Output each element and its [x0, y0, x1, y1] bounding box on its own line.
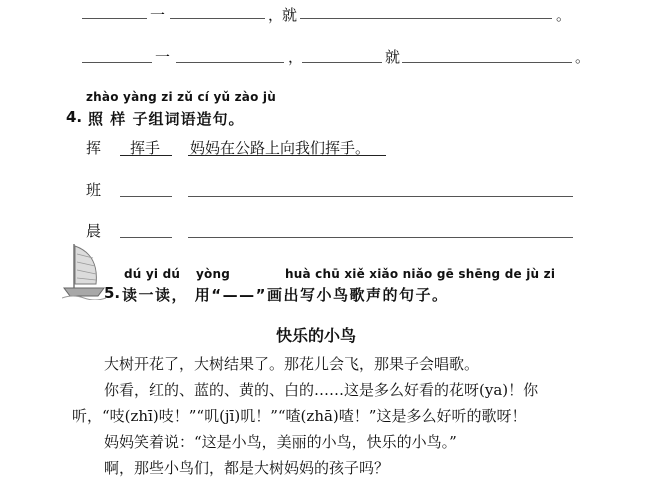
word-blank[interactable] [120, 237, 172, 238]
connector-text: 一 [150, 6, 166, 24]
sentence-blank[interactable] [188, 237, 573, 238]
exercise4-pinyin: zhào yàng zi zǔ cí yǔ zào jù [86, 90, 276, 104]
example-word-underline [120, 155, 172, 156]
char-ban: 班 [86, 181, 102, 199]
char-chen: 晨 [86, 222, 102, 240]
passage-line: 大树开花了，大树结果了。那花儿会飞，那果子会唱歌。 [104, 355, 480, 373]
exercise4-heading: 照 样 子组词语造句。 [88, 110, 245, 128]
exercise4-number: 4. [66, 108, 83, 126]
exercise5-pinyin-3: huà chū xiě xiǎo niǎo gē shēng de jù zi [285, 267, 556, 281]
connector-text: 一 [155, 48, 171, 66]
example-word: 挥手 [130, 139, 161, 157]
blank[interactable] [176, 62, 284, 63]
exercise5-number: 5. [104, 284, 121, 302]
word-text: 就 [282, 6, 298, 24]
example-sentence-underline [188, 155, 386, 156]
exercise5-pinyin-2: yòng [196, 267, 230, 281]
sentence-blank[interactable] [188, 196, 573, 197]
example-char: 挥 [86, 139, 102, 157]
passage-line: 听，“吱(zhī)吱！”“叽(jī)叽！”“喳(zhā)喳！”这是多么好听的歌呀！ [72, 407, 527, 425]
exercise5-heading: 读一读， 用“——”画出写小鸟歌声的句子。 [122, 286, 449, 304]
period-text: 。 [556, 6, 572, 24]
blank[interactable] [300, 18, 552, 19]
comma-text: ， [268, 6, 284, 24]
passage-title: 快乐的小鸟 [276, 326, 357, 345]
passage-line: 啊，那些小鸟们，都是大树妈妈的孩子吗？ [104, 459, 390, 477]
word-text: 就 [385, 48, 401, 66]
blank[interactable] [402, 62, 572, 63]
comma-text: ， [288, 48, 304, 66]
blank[interactable] [82, 18, 147, 19]
sailboat-icon [62, 240, 106, 300]
blank[interactable] [302, 62, 382, 63]
example-sentence: 妈妈在公路上向我们挥手。 [190, 139, 371, 157]
blank[interactable] [82, 62, 152, 63]
word-blank[interactable] [120, 196, 172, 197]
period-text: 。 [575, 48, 591, 66]
blank[interactable] [170, 18, 265, 19]
passage-line: 妈妈笑着说：“这是小鸟，美丽的小鸟，快乐的小鸟。” [104, 433, 457, 451]
passage-line: 你看，红的、蓝的、黄的、白的……这是多么好看的花呀(ya)！你 [104, 381, 539, 399]
exercise5-pinyin-1: dú yi dú [124, 267, 181, 281]
